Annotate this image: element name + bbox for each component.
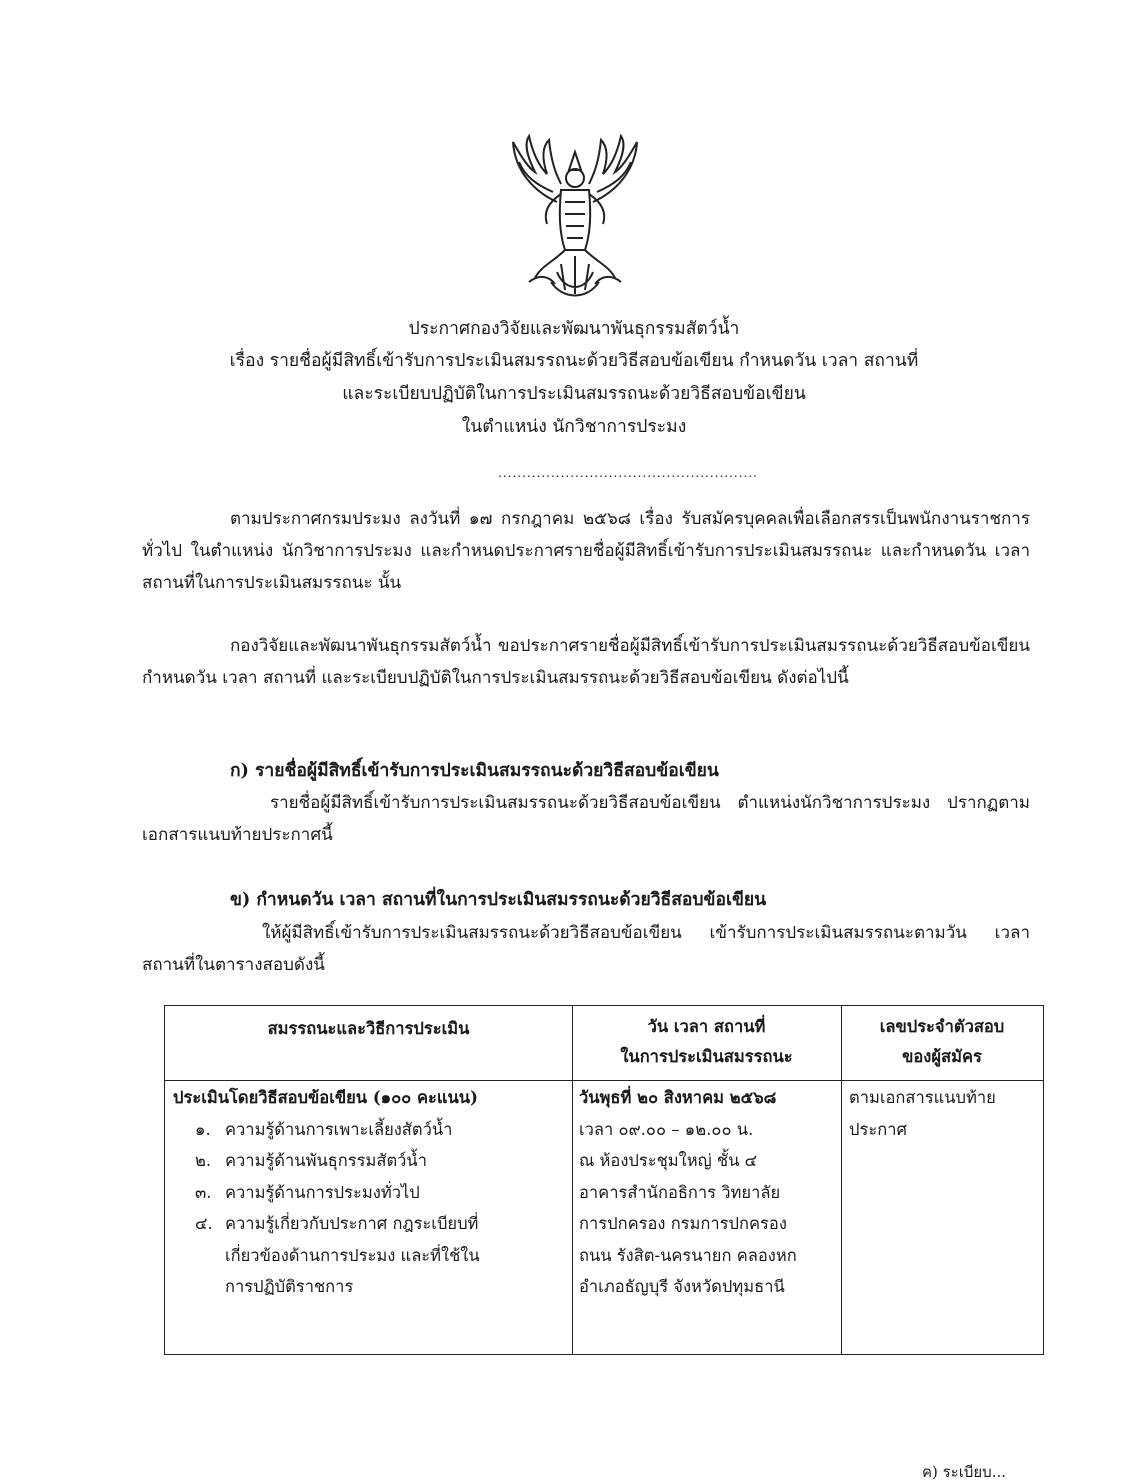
section-b-heading: ข) กำหนดวัน เวลา สถานที่ในการประเมินสมรรถนะด้วยวิธีสอบข้อเขียน: [230, 890, 767, 910]
table-header-competency: สมรรถนะและวิธีการประเมิน: [267, 1019, 470, 1038]
paragraph-reference: [142, 503, 1030, 599]
competency-item-continued: เกี่ยวข้องด้านการประมง และที่ใช้ใน: [225, 1245, 480, 1265]
table-header-schedule-line1: วัน เวลา สถานที่: [647, 1017, 766, 1036]
exam-id-note-line2: ประกาศ: [849, 1119, 907, 1139]
exam-location-line: ณ ห้องประชุมใหญ่ ชั้น ๔: [579, 1151, 758, 1170]
exam-location-line: อำเภอธัญบุรี จังหวัดปทุมธานี: [579, 1277, 785, 1296]
next-page-indicator: ค) ระเบียบ...: [921, 1463, 1006, 1481]
competency-item: ๓. ความรู้ด้านการประมงทั่วไป: [195, 1182, 420, 1202]
exam-location-line: อาคารสำนักอธิการ วิทยาลัย: [579, 1182, 781, 1202]
paragraph-2-text: กองวิจัยและพัฒนาพันธุกรรมสัตว์น้ำ ขอประกาศรายชื่อผู้มีสิทธิ์เข้ารับการประเมินสมรรถนะด้วยวิธีสอบข้อเขียน กำหนดวัน เวลา สถานที่ และระเบียบปฏิบัติในการประเมินสมรรถนะด้วยวิธีสอบข้อเขียน ดังต่อไปนี้: [142, 636, 1030, 688]
table-header-exam-id-line2: ของผู้สมัคร: [902, 1047, 982, 1066]
competency-item: ๑. ความรู้ด้านการเพาะเลี้ยงสัตว์น้ำ: [195, 1119, 453, 1139]
announcement-title: ประกาศกองวิจัยและพัฒนาพันธุกรรมสัตว์น้ำ: [408, 319, 740, 339]
exam-location-line: ถนน รังสิต-นครนายก คลองหก: [579, 1245, 797, 1265]
paragraph-1-text: ตามประกาศกรมประมง ลงวันที่ ๑๗ กรกฎาคม ๒๕๖๘ เรื่อง รับสมัครบุคคลเพื่อเลือกสรรเป็นพนักงานราชการทั่วไป ในตำแหน่ง นักวิชาการประมง และกำหนดประกาศรายชื่อผู้มีสิทธิ์เข้ารับการประเมินสมรรถนะ และกำหนดวัน เวลา สถานที่ในการประเมินสมรรถนะ นั้น: [142, 509, 1030, 593]
exam-method-title: ประเมินโดยวิธีสอบข้อเขียน (๑๐๐ คะแนน): [173, 1088, 478, 1107]
exam-schedule-table: [164, 1005, 1044, 1355]
table-cell-schedule: [579, 1082, 837, 1303]
section-a-body: [142, 787, 1030, 851]
section-b-text: ให้ผู้มีสิทธิ์เข้ารับการประเมินสมรรถนะด้วยวิธีสอบข้อเขียน เข้ารับการประเมินสมรรถนะตามวัน เวลา สถานที่ในตารางสอบดังนี้: [142, 923, 1030, 975]
table-cell-competency: [173, 1082, 568, 1303]
table-header-exam-id: [841, 1012, 1043, 1072]
section-a-heading: ก) รายชื่อผู้มีสิทธิ์เข้ารับการประเมินสมรรถนะด้วยวิธีสอบข้อเขียน: [230, 761, 719, 781]
section-b-body: [142, 917, 1030, 981]
exam-date: วันพุธที่ ๒๐ สิงหาคม ๒๕๖๘: [579, 1088, 777, 1107]
announcement-subject: เรื่อง รายชื่อผู้มีสิทธิ์เข้ารับการประเมินสมรรถนะด้วยวิธีสอบข้อเขียน กำหนดวัน เวลา สถานที่: [229, 351, 919, 371]
exam-time: เวลา ๐๙.๐๐ – ๑๒.๐๐ น.: [579, 1119, 754, 1139]
garuda-emblem-icon: [495, 132, 655, 302]
competency-item: ๒. ความรู้ด้านพันธุกรรมสัตว์น้ำ: [195, 1151, 427, 1170]
header-divider: ......................................................: [498, 466, 758, 480]
exam-id-note-line1: ตามเอกสารแนบท้าย: [849, 1088, 996, 1107]
announcement-position: ในตำแหน่ง นักวิชาการประมง: [461, 417, 687, 437]
exam-location-line: การปกครอง กรมการปกครอง: [579, 1214, 787, 1233]
paragraph-announcement: [142, 630, 1030, 694]
announcement-subject-line2: และระเบียบปฏิบัติในการประเมินสมรรถนะด้วยวิธีสอบข้อเขียน: [342, 384, 806, 404]
competency-item: ๔. ความรู้เกี่ยวกับประกาศ กฎระเบียบที่: [195, 1214, 479, 1233]
table-cell-exam-id: [849, 1082, 1041, 1145]
section-a-text: รายชื่อผู้มีสิทธิ์เข้ารับการประเมินสมรรถนะด้วยวิธีสอบข้อเขียน ตำแหน่งนักวิชาการประมง ปรากฏตามเอกสารแนบท้ายประกาศนี้: [142, 793, 1030, 845]
table-header-exam-id-line1: เลขประจำตัวสอบ: [879, 1017, 1005, 1036]
competency-item-continued: การปฏิบัติราชการ: [225, 1277, 354, 1296]
table-header-schedule: [572, 1012, 841, 1072]
header-divider-line: [165, 1080, 1043, 1081]
table-header-schedule-line2: ในการประเมินสมรรถนะ: [620, 1047, 793, 1066]
